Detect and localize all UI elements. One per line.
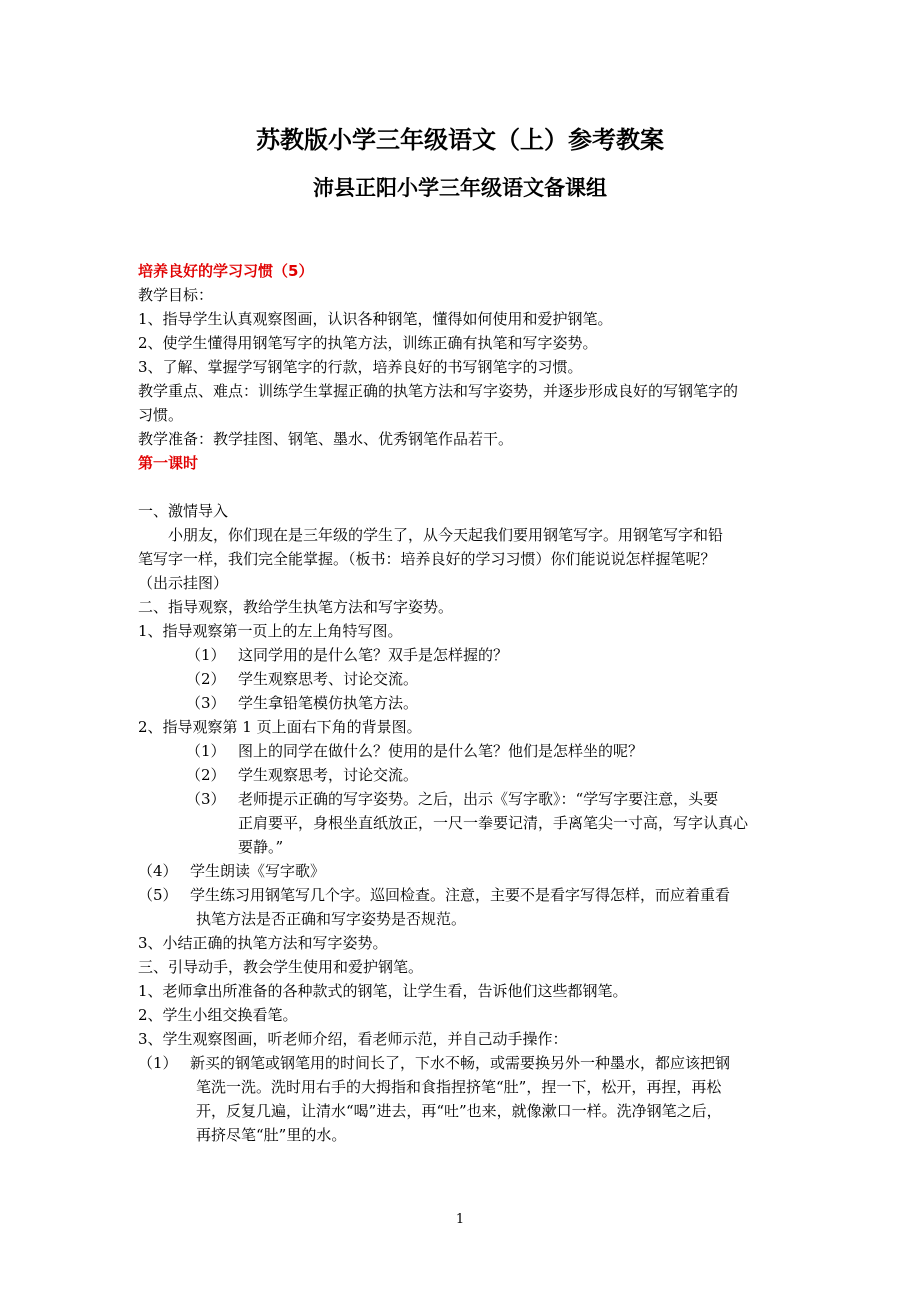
item-number: （2） [186, 670, 226, 688]
goal-line: 3、了解、掌握学写钢笔字的行款，培养良好的书写钢笔字的习惯。 [138, 358, 583, 376]
item-text: 学生观察思考，讨论交流。 [238, 766, 419, 784]
goals-heading: 教学目标： [138, 286, 214, 304]
subsection-line: 1、老师拿出所准备的各种款式的钢笔，让学生看，告诉他们这些都钢笔。 [138, 982, 628, 1000]
paragraph-line: 笔写字一样，我们完全能掌握。（板书：培养良好的学习习惯）你们能说说怎样握笔呢？ [138, 550, 716, 568]
subsection-line: 1、指导观察第一页上的左上角特写图。 [138, 622, 403, 640]
subsection-line: 3、小结正确的执笔方法和写字姿势。 [138, 934, 388, 952]
item-number: （5） [138, 886, 178, 904]
list-item [138, 885, 730, 905]
item-text: 学生拿铅笔模仿执笔方法。 [238, 694, 419, 712]
item-number: （4） [138, 862, 178, 880]
document-title: 苏教版小学三年级语文（上）参考教案 [256, 126, 664, 154]
section-heading: 二、指导观察，教给学生执笔方法和写字姿势。 [138, 598, 454, 616]
list-item [186, 693, 418, 713]
list-item [186, 789, 718, 809]
subsection-line: 2、学生小组交换看笔。 [138, 1006, 298, 1024]
keypoints-line: 教学重点、难点：训练学生掌握正确的执笔方法和写字姿势，并逐步形成良好的写钢笔字的 [138, 382, 739, 400]
lesson-title: 培养良好的学习习惯（5） [138, 262, 314, 280]
section-heading: 三、引导动手，教会学生使用和爱护钢笔。 [138, 958, 424, 976]
item-continuation: 开，反复几遍，让清水“喝”进去，再“吐”也来，就像漱口一样。洗净钢笔之后， [196, 1102, 722, 1120]
item-continuation: 正肩要平，身根坐直纸放正，一尺一拳要记清，手离笔尖一寸高，写字认真心 [238, 814, 749, 832]
list-item [186, 669, 418, 689]
page-number: 1 [455, 1212, 465, 1227]
item-number: （1） [186, 742, 226, 760]
item-number: （2） [186, 766, 226, 784]
item-continuation: 执笔方法是否正确和写字姿势是否规范。 [196, 910, 467, 928]
item-text: 图上的同学在做什么？使用的是什么笔？他们是怎样坐的呢？ [238, 742, 644, 760]
subsection-line: 3、学生观察图画，听老师介绍，看老师示范，并自己动手操作： [138, 1030, 568, 1048]
paragraph-line: 小朋友，你们现在是三年级的学生了，从今天起我们要用钢笔写字。用钢笔写字和铅 [168, 526, 724, 544]
item-text: 学生朗读《写字歌》 [190, 862, 326, 880]
item-number: （1） [138, 1054, 178, 1072]
item-continuation: 再挤尽笔“肚”里的水。 [196, 1126, 347, 1144]
item-text: 新买的钢笔或钢笔用的时间长了，下水不畅，或需要换另外一种墨水，都应该把钢 [190, 1054, 731, 1072]
item-number: （3） [186, 694, 226, 712]
section-heading: 一、激情导入 [138, 502, 229, 520]
keypoints-line: 习惯。 [138, 406, 184, 424]
list-item [138, 1053, 730, 1073]
item-continuation: 笔洗一洗。洗时用右手的大拇指和食指捏挤笔“肚”，捏一下，松开，再捏，再松 [196, 1078, 722, 1096]
item-number: （3） [186, 790, 226, 808]
item-number: （1） [186, 646, 226, 664]
list-item [138, 861, 325, 881]
item-text: 这同学用的是什么笔？双手是怎样握的？ [238, 646, 509, 664]
list-item [186, 741, 643, 761]
paragraph-line: （出示挂图） [138, 574, 229, 592]
prep-line: 教学准备：教学挂图、钢笔、墨水、优秀钢笔作品若干。 [138, 430, 514, 448]
subsection-line: 2、指导观察第 1 页上面右下角的背景图。 [138, 718, 422, 736]
period-heading: 第一课时 [138, 454, 199, 472]
document-subtitle: 沛县正阳小学三年级语文备课组 [313, 176, 607, 200]
item-text: 老师提示正确的写字姿势。之后，出示《写字歌》：“学写字要注意，头要 [238, 790, 719, 808]
item-continuation: 要静。” [238, 838, 284, 856]
goal-line: 2、使学生懂得用钢笔写字的执笔方法，训练正确有执笔和写字姿势。 [138, 334, 598, 352]
item-text: 学生练习用钢笔写几个字。巡回检查。注意，主要不是看字写得怎样，而应着重看 [190, 886, 731, 904]
item-text: 学生观察思考、讨论交流。 [238, 670, 419, 688]
list-item [186, 645, 508, 665]
goal-line: 1、指导学生认真观察图画，认识各种钢笔，懂得如何使用和爱护钢笔。 [138, 310, 613, 328]
list-item [186, 765, 418, 785]
